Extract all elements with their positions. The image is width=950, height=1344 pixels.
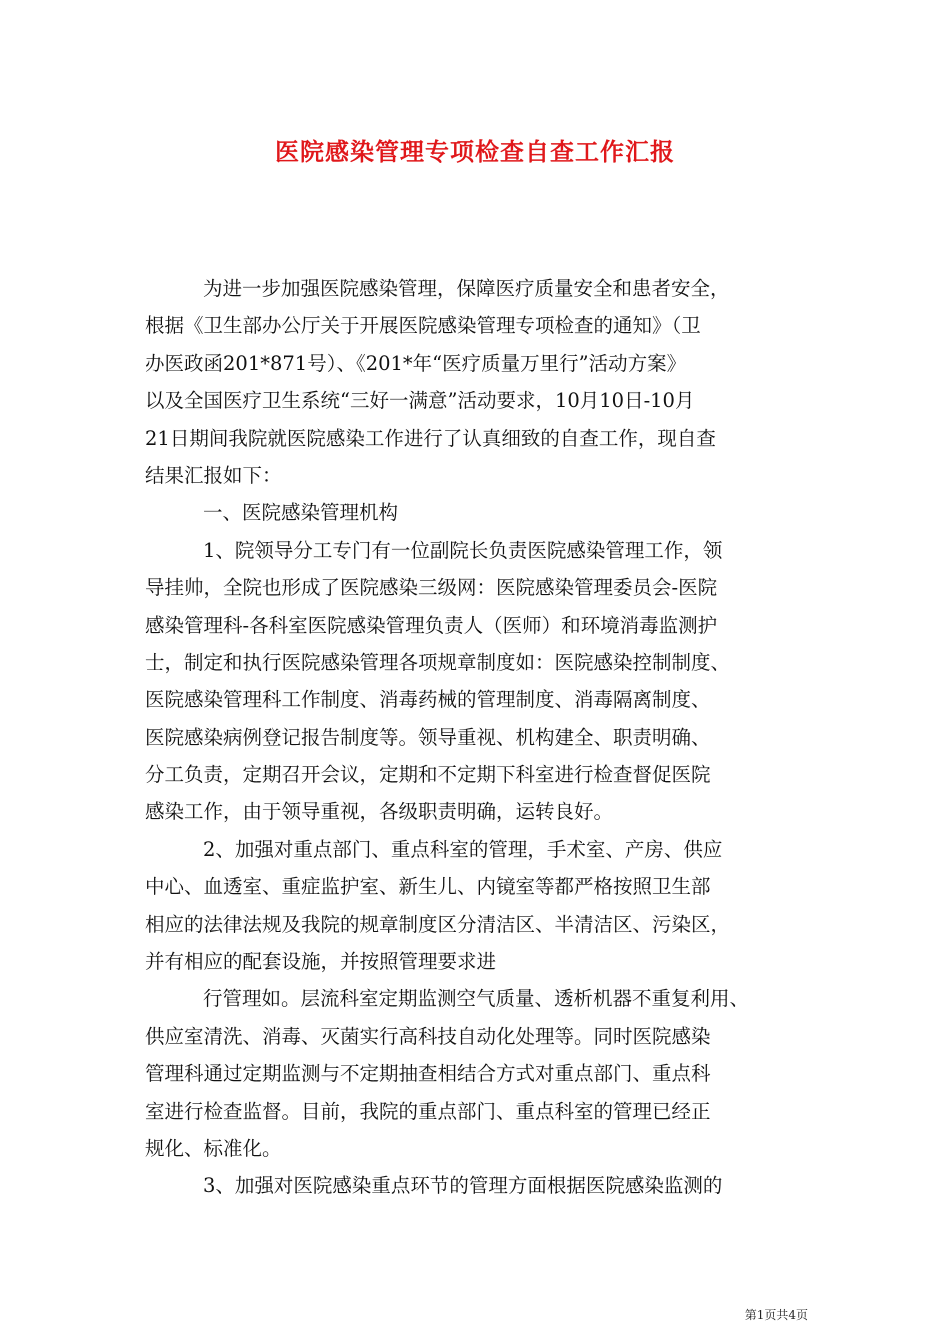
paragraph-line: 医院感染管理科工作制度、消毒药械的管理制度、消毒隔离制度、 xyxy=(145,688,711,712)
paragraph-line: 中心、血透室、重症监护室、新生儿、内镜室等都严格按照卫生部 xyxy=(145,875,711,899)
paragraph-line: 3、加强对医院感染重点环节的管理方面根据医院感染监测的 xyxy=(203,1174,723,1198)
paragraph-line: 感染工作，由于领导重视，各级职责明确，运转良好。 xyxy=(145,800,614,824)
paragraph-line: 相应的法律法规及我院的规章制度区分清洁区、半清洁区、污染区， xyxy=(145,912,731,936)
paragraph-line: 士，制定和执行医院感染管理各项规章制度如：医院感染控制制度、 xyxy=(145,650,731,674)
paragraph-line: 办医政函201*871号）、《201*年“医疗质量万里行”活动方案》 xyxy=(145,351,687,375)
paragraph-line: 规化、标准化。 xyxy=(145,1136,282,1160)
paragraph-line: 供应室清洗、消毒、灭菌实行高科技自动化处理等。同时医院感染 xyxy=(145,1024,711,1048)
paragraph-line: 为进一步加强医院感染管理，保障医疗质量安全和患者安全， xyxy=(203,277,730,300)
section-heading: 一、医院感染管理机构 xyxy=(203,501,399,525)
paragraph-line: 分工负责，定期召开会议，定期和不定期下科室进行检查督促医院 xyxy=(145,763,711,787)
paragraph-line: 结果汇报如下： xyxy=(145,463,282,487)
page-number: 第1页共4页 xyxy=(744,1308,808,1322)
paragraph-line: 1、院领导分工专门有一位副院长负责医院感染管理工作，领 xyxy=(203,538,723,562)
paragraph-line: 2、加强对重点部门、重点科室的管理，手术室、产房、供应 xyxy=(203,837,723,861)
paragraph-line: 21日期间我院就医院感染工作进行了认真细致的自查工作，现自查 xyxy=(145,426,716,450)
paragraph-line: 行管理如。层流科室定期监测空气质量、透析机器不重复利用、 xyxy=(203,987,750,1011)
paragraph-line: 室进行检查监督。目前，我院的重点部门、重点科室的管理已经正 xyxy=(145,1099,711,1123)
paragraph-line: 感染管理科-各科室医院感染管理负责人（医师）和环境消毒监测护 xyxy=(145,613,718,637)
document-title: 医院感染管理专项检查自查工作汇报 xyxy=(275,138,675,166)
paragraph-line: 导挂帅，全院也形成了医院感染三级网：医院感染管理委员会-医院 xyxy=(145,576,718,600)
paragraph-line: 以及全国医疗卫生系统“三好一满意”活动要求，10月10日-10月 xyxy=(145,389,695,413)
paragraph-line: 根据《卫生部办公厅关于开展医院感染管理专项检查的通知》（卫 xyxy=(145,314,701,338)
paragraph-line: 并有相应的配套设施，并按照管理要求进 xyxy=(145,950,497,974)
paragraph-line: 管理科通过定期监测与不定期抽查相结合方式对重点部门、重点科 xyxy=(145,1062,711,1086)
paragraph-line: 医院感染病例登记报告制度等。领导重视、机构建全、职责明确、 xyxy=(145,725,711,749)
document-body xyxy=(145,270,810,1205)
